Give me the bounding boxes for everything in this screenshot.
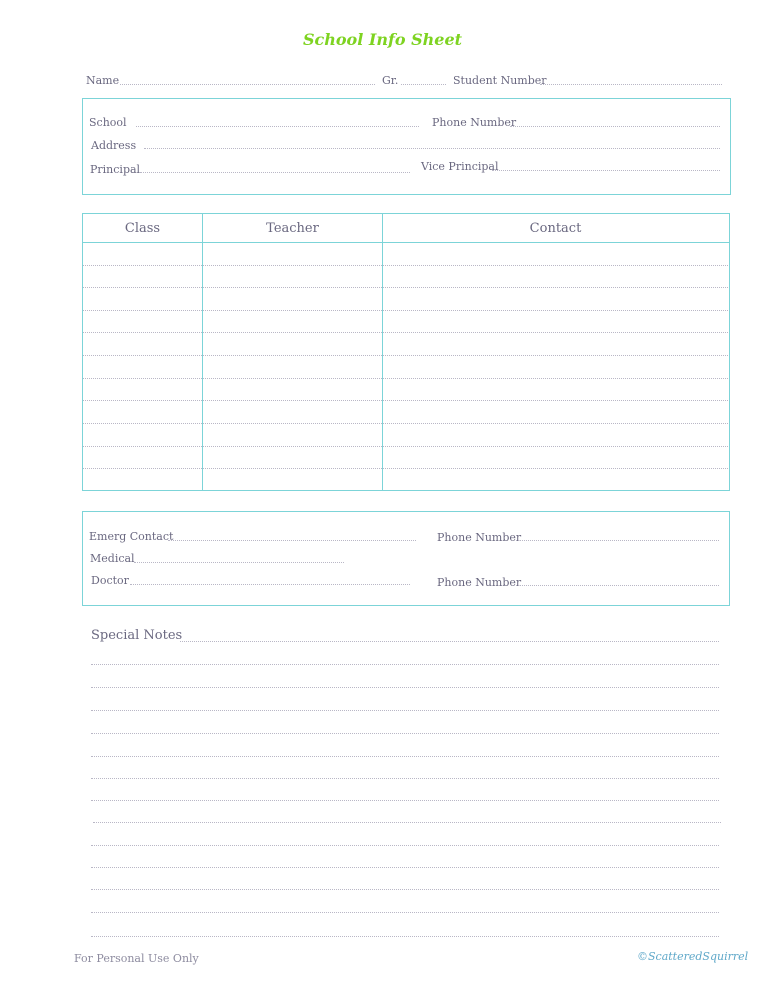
table-row[interactable]: [83, 332, 728, 333]
notes-line[interactable]: [91, 710, 719, 711]
footer-usage-note: For Personal Use Only: [74, 952, 199, 965]
column-header-class: Class: [124, 221, 161, 236]
doctor-phone-field[interactable]: [516, 585, 719, 586]
notes-line[interactable]: [91, 845, 719, 846]
school-label: School: [89, 116, 127, 129]
notes-line[interactable]: [93, 822, 721, 823]
table-row[interactable]: [83, 287, 728, 288]
notes-line[interactable]: [91, 800, 719, 801]
table-row[interactable]: [83, 468, 728, 469]
notes-line[interactable]: [91, 867, 719, 868]
table-header-divider: [82, 242, 729, 243]
page-title: School Info Sheet: [302, 30, 463, 49]
notes-line[interactable]: [91, 936, 719, 937]
emerg-phone-label: Phone Number: [437, 531, 522, 544]
notes-line[interactable]: [91, 733, 719, 734]
emerg-contact-field[interactable]: [168, 540, 416, 541]
notes-line[interactable]: [91, 912, 719, 913]
school-phone-label: Phone Number: [432, 116, 517, 129]
school-phone-field[interactable]: [510, 126, 720, 127]
principal-label: Principal: [90, 163, 141, 176]
address-field[interactable]: [144, 148, 720, 149]
table-row[interactable]: [83, 378, 728, 379]
notes-line[interactable]: [91, 687, 719, 688]
table-row[interactable]: [83, 400, 728, 401]
column-header-contact: Contact: [529, 221, 582, 236]
special-notes-title: Special Notes: [91, 628, 183, 643]
emerg-phone-field[interactable]: [516, 540, 719, 541]
emerg-contact-label: Emerg Contact: [89, 530, 174, 543]
table-column-divider: [382, 213, 383, 490]
table-row[interactable]: [83, 423, 728, 424]
name-field[interactable]: [120, 84, 375, 85]
grade-field[interactable]: [401, 84, 446, 85]
grade-label: Gr.: [382, 74, 399, 87]
vice-principal-label: Vice Principal: [421, 160, 499, 173]
notes-line[interactable]: [180, 641, 719, 642]
table-row[interactable]: [83, 355, 728, 356]
doctor-field[interactable]: [130, 584, 410, 585]
notes-line[interactable]: [91, 778, 719, 779]
column-header-teacher: Teacher: [266, 221, 319, 236]
name-label: Name: [86, 74, 120, 87]
student-number-field[interactable]: [540, 84, 722, 85]
school-info-box: [82, 98, 731, 195]
school-field[interactable]: [136, 126, 419, 127]
table-row[interactable]: [83, 265, 728, 266]
student-number-label: Student Number: [453, 74, 547, 87]
vice-principal-field[interactable]: [492, 170, 720, 171]
doctor-label: Doctor: [91, 574, 129, 587]
table-column-divider: [202, 213, 203, 490]
medical-label: Medical: [90, 552, 135, 565]
doctor-phone-label: Phone Number: [437, 576, 522, 589]
notes-line[interactable]: [91, 664, 719, 665]
notes-line[interactable]: [91, 889, 719, 890]
class-table: [82, 213, 730, 491]
address-label: Address: [91, 139, 137, 152]
principal-field[interactable]: [140, 172, 410, 173]
footer-brand: ©ScatteredSquirrel: [637, 950, 749, 963]
notes-line[interactable]: [91, 756, 719, 757]
medical-field[interactable]: [134, 562, 344, 563]
table-row[interactable]: [83, 446, 728, 447]
table-row[interactable]: [83, 310, 728, 311]
emergency-info-box: [82, 511, 730, 606]
